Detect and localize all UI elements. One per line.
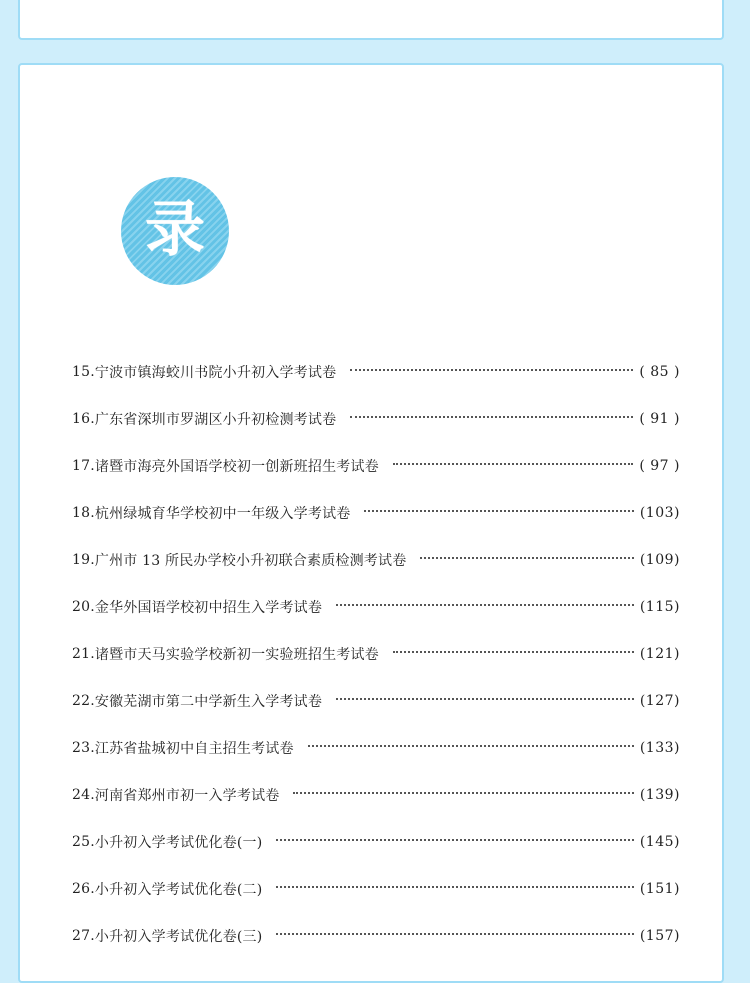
contents-badge-char: 录 [145, 195, 205, 265]
toc-dot-leader [350, 415, 633, 418]
toc-entry-page: (115) [639, 598, 680, 615]
toc-entry-title: 金华外国语学校初中招生入学考试卷 [94, 599, 323, 616]
toc-dot-leader [336, 603, 634, 606]
toc-entry-number: 16. [72, 410, 95, 427]
toc-entry-title: 小升初入学考试优化卷(二) [94, 881, 263, 898]
toc-dot-leader [420, 556, 633, 559]
toc-entry-page: (157) [639, 927, 680, 944]
toc-entry-number: 15. [72, 363, 95, 380]
toc-entry-number: 20. [72, 598, 95, 615]
toc-entry-number: 18. [72, 504, 95, 521]
toc-dot-leader [276, 885, 633, 888]
toc-dot-leader [276, 838, 633, 841]
toc-entry-page: ( 85 ) [639, 363, 680, 380]
toc-entry [72, 771, 680, 818]
toc-dot-leader [350, 368, 633, 371]
toc-entry-page: (151) [639, 880, 680, 897]
toc-entry-page: (145) [639, 833, 680, 850]
toc-entry [72, 865, 680, 912]
contents-badge [121, 177, 229, 285]
toc-entry-title: 广东省深圳市罗湖区小升初检测考试卷 [94, 411, 337, 428]
toc-entry-number: 17. [72, 457, 95, 474]
toc-dot-leader [276, 932, 633, 935]
toc-entry-number: 24. [72, 786, 95, 803]
toc-entry-page: (127) [639, 692, 680, 709]
toc-entry [72, 818, 680, 865]
toc-entry [72, 912, 680, 959]
toc-entry-page: (133) [639, 739, 680, 756]
toc-entry-title: 安徽芜湖市第二中学新生入学考试卷 [94, 693, 323, 710]
toc-dot-leader [336, 697, 634, 700]
toc-entry-page: (121) [639, 645, 680, 662]
toc-entry-page: ( 97 ) [639, 457, 680, 474]
toc-entry-number: 26. [72, 880, 95, 897]
toc-entry-page: (139) [639, 786, 680, 803]
toc-entry [72, 724, 680, 771]
toc-entry-title: 宁波市镇海蛟川书院小升初入学考试卷 [94, 364, 337, 381]
toc-entry-page: ( 91 ) [639, 410, 680, 427]
toc-entry-number: 19. [72, 551, 95, 568]
toc-dot-leader [308, 744, 634, 747]
toc-entry-number: 21. [72, 645, 95, 662]
toc-dot-leader [393, 462, 633, 465]
toc-entry [72, 536, 680, 583]
table-of-contents [72, 348, 680, 959]
toc-dot-leader [293, 791, 633, 794]
toc-entry-title: 小升初入学考试优化卷(一) [94, 834, 263, 851]
toc-entry-page: (103) [639, 504, 680, 521]
toc-entry-number: 23. [72, 739, 95, 756]
toc-entry [72, 630, 680, 677]
toc-entry-number: 22. [72, 692, 95, 709]
toc-dot-leader [393, 650, 634, 653]
toc-dot-leader [364, 509, 633, 512]
toc-entry-number: 25. [72, 833, 95, 850]
toc-entry-page: (109) [639, 551, 680, 568]
toc-entry [72, 677, 680, 724]
toc-entry [72, 442, 680, 489]
toc-entry-title: 河南省郑州市初一入学考试卷 [94, 787, 280, 804]
toc-entry [72, 348, 680, 395]
toc-entry [72, 489, 680, 536]
toc-entry-title: 小升初入学考试优化卷(三) [94, 928, 263, 945]
toc-entry-title: 广州市 13 所民办学校小升初联合素质检测考试卷 [94, 552, 407, 569]
toc-entry-title: 诸暨市海亮外国语学校初一创新班招生考试卷 [94, 458, 379, 475]
toc-entry-title: 诸暨市天马实验学校新初一实验班招生考试卷 [94, 646, 379, 663]
top-card [18, 0, 724, 40]
toc-entry-title: 杭州绿城育华学校初中一年级入学考试卷 [94, 505, 351, 522]
toc-entry-number: 27. [72, 927, 95, 944]
toc-entry-title: 江苏省盐城初中自主招生考试卷 [94, 740, 294, 757]
toc-entry [72, 583, 680, 630]
toc-entry [72, 395, 680, 442]
